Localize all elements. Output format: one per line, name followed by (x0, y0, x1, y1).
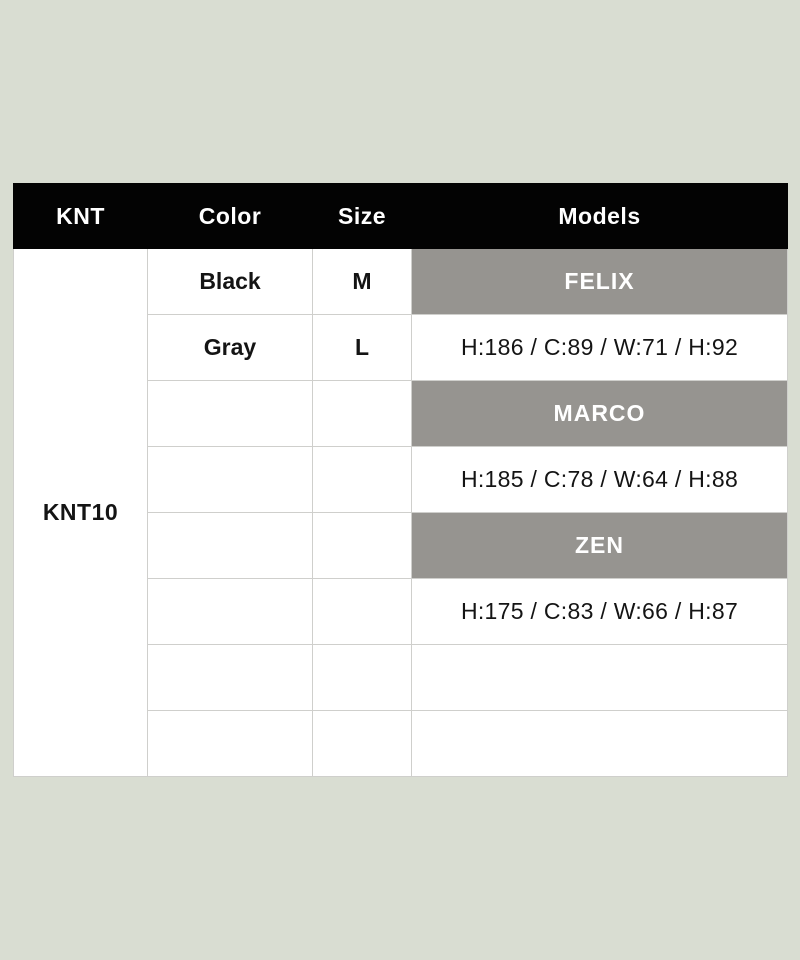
header-row (14, 184, 788, 249)
header-size: Size (313, 184, 412, 249)
header-models: Models (412, 184, 788, 249)
size-cell (313, 381, 412, 447)
table-row (14, 249, 788, 315)
size-cell (313, 645, 412, 711)
color-cell (148, 711, 313, 777)
product-code-cell: KNT10 (14, 249, 148, 777)
color-cell (148, 513, 313, 579)
model-measurements-cell: H:175 / C:83 / W:66 / H:87 (412, 579, 788, 645)
model-name-cell: MARCO (412, 381, 788, 447)
size-cell: L (313, 315, 412, 381)
size-chart-table (13, 183, 788, 777)
size-cell (313, 513, 412, 579)
size-cell (313, 447, 412, 513)
model-name-cell: FELIX (412, 249, 788, 315)
model-name-cell: ZEN (412, 513, 788, 579)
empty-model-cell (412, 645, 788, 711)
color-cell: Black (148, 249, 313, 315)
color-cell (148, 579, 313, 645)
model-measurements-cell: H:185 / C:78 / W:64 / H:88 (412, 447, 788, 513)
color-cell (148, 381, 313, 447)
size-cell (313, 579, 412, 645)
color-cell: Gray (148, 315, 313, 381)
header-color: Color (148, 184, 313, 249)
size-cell (313, 711, 412, 777)
size-cell: M (313, 249, 412, 315)
model-measurements-cell: H:186 / C:89 / W:71 / H:92 (412, 315, 788, 381)
header-knt: KNT (14, 184, 148, 249)
color-cell (148, 645, 313, 711)
empty-model-cell (412, 711, 788, 777)
color-cell (148, 447, 313, 513)
